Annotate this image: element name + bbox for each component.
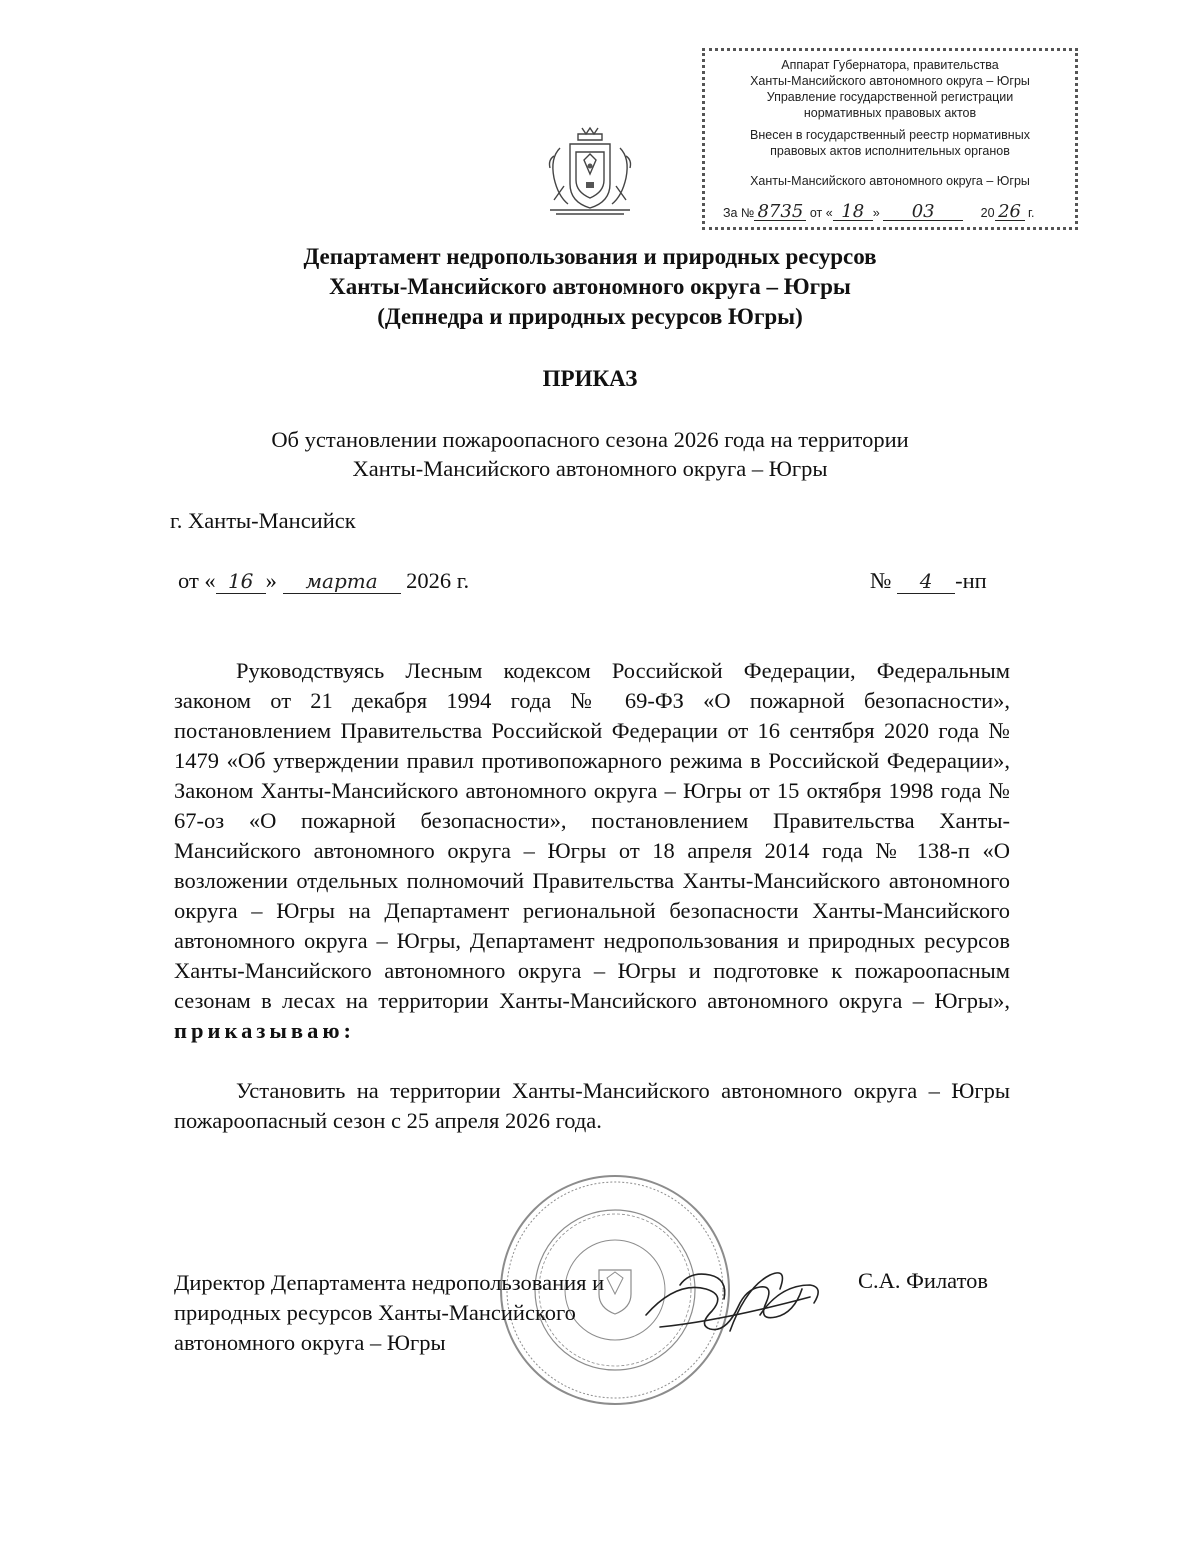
stamp-line: нормативных правовых актов bbox=[803, 106, 977, 120]
stamp-reg-day: 18 bbox=[833, 204, 873, 221]
heading-line: Ханты-Мансийского автономного округа – Югры bbox=[329, 274, 851, 299]
stamp-line: Ханты-Мансийского автономного округа – Югры bbox=[750, 74, 1030, 88]
body-paragraph-2: Установить на территории Ханты-Мансийского автономного округа – Югры пожароопасный сезон с 25 апреля 2026 года. bbox=[174, 1078, 1010, 1133]
date-sep: » bbox=[265, 568, 277, 593]
date-year: 2026 г. bbox=[406, 568, 470, 593]
stamp-reg-number: 8735 bbox=[754, 204, 806, 221]
stamp-line: Внесен в государственный реестр нормативных bbox=[750, 128, 1030, 142]
registration-stamp bbox=[702, 48, 1078, 230]
order-title: ПРИКАЗ bbox=[542, 366, 638, 391]
signatory-position bbox=[174, 1268, 604, 1358]
position-line: Директор Департамента недропользования и bbox=[174, 1270, 605, 1295]
order-word: приказываю: bbox=[174, 1018, 356, 1043]
stamp-reg-prefix: За № bbox=[723, 206, 755, 220]
signature-scribble bbox=[640, 1255, 860, 1345]
order-number bbox=[870, 568, 987, 594]
body-paragraph-1 bbox=[174, 656, 1010, 1046]
heading-line: Департамент недропользования и природных ресурсов bbox=[303, 244, 877, 269]
department-heading bbox=[170, 242, 1010, 332]
subject-line: Об установлении пожароопасного сезона 2026 года на территории bbox=[271, 427, 909, 452]
paragraph-text: Руководствуясь Лесным кодексом Российской Федерации, Федеральным законом от 21 декабря 1994 года № 69-ФЗ «О пожарной безопасности», постановлением Правительства Российской Федерации от 16 сентября 2020 года № 1479 «Об утверждении правил противопожарного режима в Российской Федерации», Законом Ханты-Мансийского автономного округа – Югры от 15 октября 1998 года № 67-оз «О пожарной безопасности», постановлением Правительства Ханты-Мансийского автономного округа – Югры от 18 апреля 2014 года № 138-п «О возложении отдельных полномочий Правительства Ханты-Мансийского автономного округа – Югры на Департамент региональной безопасности Ханты-Мансийского автономного округа – Югры, Департамент недропользования и природных ресурсов Ханты-Мансийского автономного округа – Югры и подготовке к пожароопасным сезонам в лесах на территории Ханты-Мансийского автономного округа – Югры», bbox=[174, 658, 1010, 1013]
position-line: автономного округа – Югры bbox=[174, 1330, 446, 1355]
stamp-line: Ханты-Мансийского автономного округа – Югры bbox=[750, 174, 1030, 188]
stamp-reg-ot: от « bbox=[809, 206, 833, 220]
date-prefix: от « bbox=[178, 568, 216, 593]
stamp-reg-year-prefix: 20 bbox=[980, 206, 995, 220]
city: г. Ханты-Мансийск bbox=[170, 508, 356, 533]
order-date bbox=[178, 568, 469, 594]
num-suffix: -нп bbox=[955, 568, 987, 593]
date-month: марта bbox=[283, 569, 401, 594]
order-subject bbox=[170, 425, 1010, 483]
stamp-line: Аппарат Губернатора, правительства bbox=[781, 58, 999, 72]
date-day: 16 bbox=[216, 569, 266, 594]
num-value: 4 bbox=[897, 569, 955, 594]
stamp-line: правовых актов исполнительных органов bbox=[770, 144, 1010, 158]
stamp-reg-year: 26 bbox=[995, 204, 1025, 221]
subject-line: Ханты-Мансийского автономного округа – Югры bbox=[352, 456, 828, 481]
heading-line: (Депнедра и природных ресурсов Югры) bbox=[377, 304, 803, 329]
order-body bbox=[174, 656, 1010, 1136]
num-prefix: № bbox=[870, 568, 892, 593]
stamp-reg-sep: » bbox=[872, 206, 880, 220]
stamp-registration-line bbox=[723, 201, 1063, 222]
coat-of-arms-emblem bbox=[540, 126, 640, 222]
position-line: природных ресурсов Ханты-Мансийского bbox=[174, 1300, 576, 1325]
stamp-line: Управление государственной регистрации bbox=[766, 90, 1014, 104]
stamp-reg-year-end: г. bbox=[1028, 206, 1035, 220]
stamp-reg-month: 03 bbox=[883, 204, 963, 221]
signatory-name: С.А. Филатов bbox=[858, 1268, 988, 1293]
